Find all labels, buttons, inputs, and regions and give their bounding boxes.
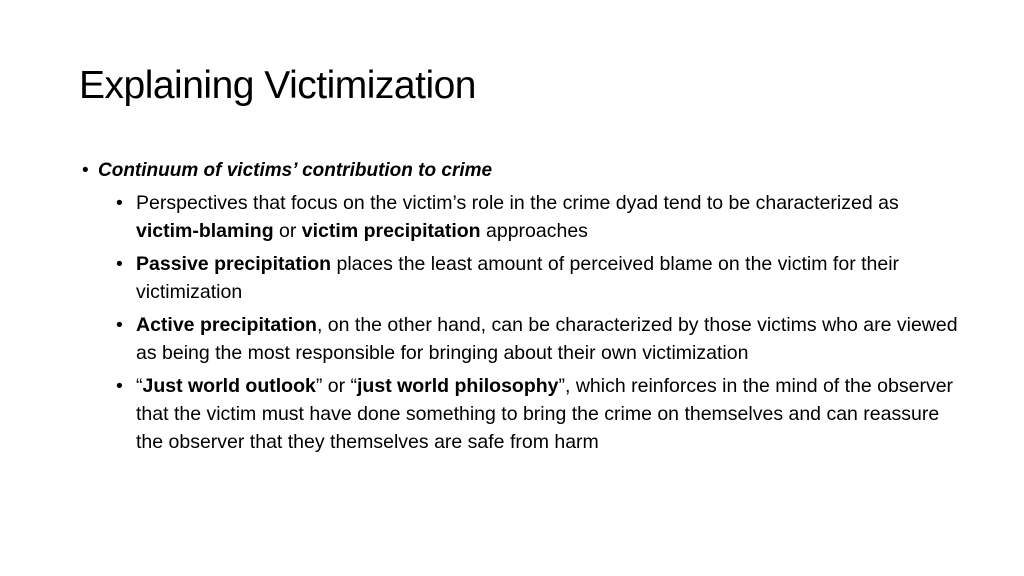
bullet-dot-icon: •	[82, 160, 89, 181]
sub-bullet-list	[82, 189, 962, 456]
emphasis-term: Active precipitation	[136, 314, 317, 336]
sub-bullet-item	[82, 372, 962, 456]
quote-mark: “	[136, 375, 143, 397]
sub-bullet-text: or	[273, 220, 302, 242]
sub-bullet-item	[82, 311, 962, 367]
slide-title: Explaining Victimization	[79, 64, 476, 107]
emphasis-term: victim precipitation	[301, 220, 481, 242]
sub-bullet-item	[82, 250, 962, 306]
sub-bullet-text: ”, which reinforces in the mind of the observer that the victim must have done something to bring the crime on themselves and can reassure the observer that they themselves are safe from harm	[136, 375, 954, 453]
emphasis-term: Passive precipitation	[136, 253, 332, 275]
sub-bullet-text: approaches	[480, 220, 588, 242]
emphasis-term: victim-blaming	[136, 220, 274, 242]
bullet-level1-text: Continuum of victims’ contribution to crime	[98, 160, 493, 181]
emphasis-term: Just world outlook	[142, 375, 316, 397]
emphasis-term: just world philosophy	[357, 375, 559, 397]
sub-bullet-text: Perspectives that focus on the victim’s role in the crime dyad tend to be characterized as	[136, 192, 899, 214]
sub-bullet-text: , on the other hand, can be characterized by those victims who are viewed as being the most responsible for bringing about their own victimization	[136, 314, 958, 364]
bullet-dot-icon: •	[116, 253, 123, 275]
sub-bullet-item	[82, 189, 962, 245]
bullet-dot-icon: •	[116, 192, 123, 214]
bullet-level1	[82, 157, 962, 185]
slide-content	[82, 157, 962, 461]
bullet-dot-icon: •	[116, 375, 123, 397]
bullet-dot-icon: •	[116, 314, 123, 336]
sub-bullet-text: places the least amount of perceived blame on the victim for their victimization	[136, 253, 900, 303]
sub-bullet-text: ” or “	[315, 375, 358, 397]
